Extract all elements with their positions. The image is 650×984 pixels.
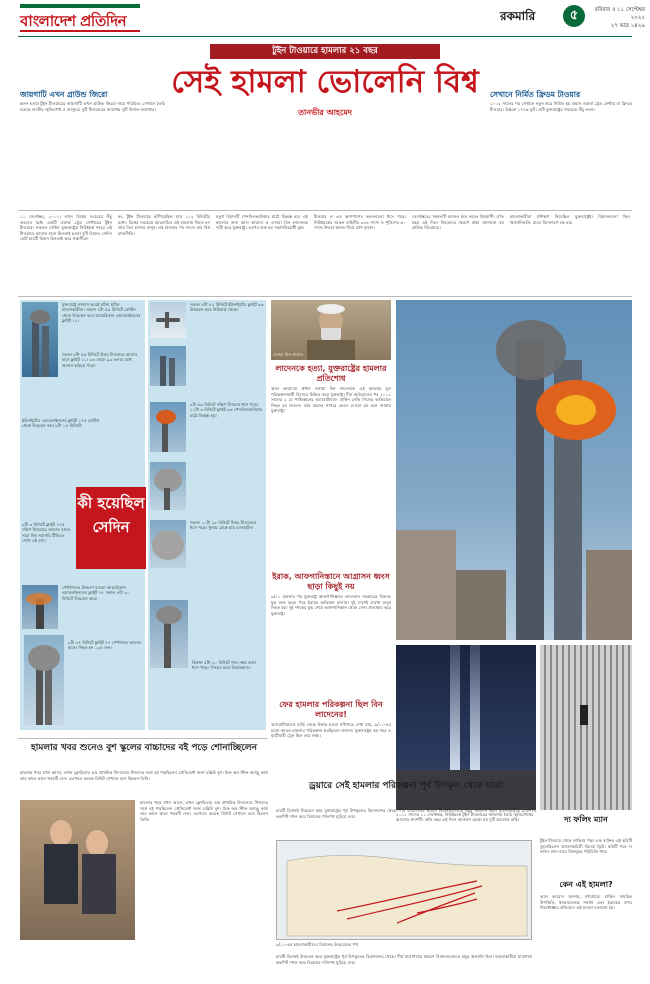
timeline-item-8: ৯টা ৫৯ মিনিটে দক্ষিণ টাওয়ার ধসে পড়ে। ১০টা ৩ মিনিটে ফ্লাইট ৯৩ পেনসিলভানিয়ার মাঠে বিধ্বস্ত হয়।	[190, 402, 263, 418]
left-head: জায়গাটি এখন গ্রাউন্ড জিরো	[20, 90, 108, 99]
iraq-head: ইরাক, আফগানিস্তানে আগ্রাসন ধ্বংস ছাড়া কিছুই নয়	[272, 572, 390, 591]
intro-col6: হামলাকারীরা প্রশিক্ষণ নিয়েছিল যুক্তরাষ্ট্রেই। বিমানগুলো ছিল জ্বালানিভর্তি, যাতে বিস্ফোরণ বড় হয়।	[510, 214, 630, 225]
intro-col3: চতুর্থ বিমানটি পেনসিলভানিয়ার মাঠে বিধ্বস্ত হয়। এই হামলার জন্য আল কায়েদা ও ওসামা বিন লাদেনকে দায়ী করে যুক্তরাষ্ট্র। এরপর শুরু হয় সন্ত্রাসবিরোধী যুদ্ধ।	[216, 214, 308, 231]
intro-col2: নং, টুইন টাওয়ারে কাঁপিয়েছিল মাত্র ১০২ মিনিটের মধ্যে। বিশ্বের সবচেয়ে আলোচিত এই হামলায় নিহত হন প্রায় তিন হাজার মানুষ। এই হামলার পর বদলে যায় বিশ্ব রাজনীতি।	[118, 214, 210, 236]
dateline	[590, 6, 645, 30]
route-body-2: চারটি বিমানই উড্ডয়ন করে যুক্তরাষ্ট্রের পূর্ব উপকূলের বিমানবন্দর থেকে। দীর্ঘ যাত্রাপথের কারণে বিমানগুলোতে প্রচুর জ্বালানি ছিল। হামলাকারীরা মাঝপথে ককপিট দখল করে বিমানের গতিপথ ঘুরিয়ে দেয়।	[276, 954, 532, 965]
logo-text: বাংলাদেশ প্রতিদিন	[20, 12, 127, 30]
intro-col4: টাওয়ার ও এর আশপাশের ভবনগুলো ধসে পড়ে। নিউইয়র্কের দমকল বাহিনীর ৩৪৩ সদস্য ও পুলিশের ৬০ সদস্য উদ্ধার কাজে গিয়ে প্রাণ হারান।	[314, 214, 406, 231]
headline: সেই হামলা ভোলেনি বিশ্ব	[171, 64, 479, 100]
logo-underline	[20, 30, 140, 32]
timeline-item-7: সকাল ৮টা ৪২ মিনিটে ইউনাইটেড ফ্লাইট ৯৩ উড্ডয়ন করে নিউয়ার্ক থেকে।	[190, 302, 264, 313]
plane-tower-photo	[22, 585, 58, 629]
falling-man-head: দ্য ফলিং ম্যান	[564, 815, 608, 824]
kicker: টুইন টাওয়ারে হামলার ২১ বছর	[210, 44, 440, 59]
masthead-rule	[18, 36, 632, 37]
byline: তানভীর আহমেদ	[298, 108, 352, 117]
bush-head: হামলার খবর শুনেও বুশ স্কুলের বাচ্চাদের বই পড়ে শোনাচ্ছিলেন	[31, 743, 257, 753]
explosion-photo	[396, 300, 632, 640]
route-map-svg	[277, 841, 532, 940]
map-caption: ৯/১১-এর হামলাকারীদের বিমানের উড্ডয়নের পথ	[276, 942, 359, 947]
right-head: সেখানে নির্মিত ফ্রিডম টাওয়ার	[490, 90, 581, 99]
laden-head: লাদেনকে হত্যা, যুক্তরাষ্ট্রের হামলার প্রতিশোধ	[275, 364, 387, 383]
route-head: ড্রয়ারে সেই হামলার পরিকল্পনা পূর্ব উপকূল থেকে যাত্রা	[309, 781, 503, 791]
timeline-item-6: ৯টা ৩৭ মিনিটে ফ্লাইট ৭৭ পেন্টাগনে আঘাত হানে। নিহত হন ১২৫ জন।	[68, 640, 142, 651]
timeline-item-2: সকাল ৮টা ৪৬ মিনিটে উত্তর টাওয়ারে আঘাত হানে ফ্লাইট ১১। ৯৩ থেকে ৯৯ তলার মধ্যে আগুন ছড়িয়ে পড়ে।	[62, 352, 138, 368]
tower-photo-3	[150, 600, 188, 668]
intro-col5: সেপ্টেম্বরের সকালটি আজও মনে করেন বিশ্ববাসী। প্রতি বছর এই দিনে নিহতদের স্মরণে শ্রদ্ধা জানানো হয় গ্রাউন্ড জিরোতে।	[412, 214, 504, 231]
plane-photo	[150, 302, 186, 338]
left-col-text: ধ্বংস হওয়া টুইন টাওয়ারের জায়গাটি এখন গ্রাউন্ড জিরো নামে পরিচিত। সেখানে তৈরি হয়েছে জাতীয় স্মৃতিসৌধ ও জাদুঘর। দুটি টাওয়ারের জায়গায় দুটি বিশাল জলাধার।	[20, 101, 165, 112]
bush-rule	[18, 738, 268, 739]
plan-body: অ্যাবোটাবাদের বাড়ি থেকে উদ্ধার হওয়া নথিপত্রে দেখা যায়, ৯/১১-এর মতো আরও হামলার পরিকল্পনা করছিলেন লাদেন। যুক্তরাষ্ট্রের বড় শহর ও যাত্রীবাহী ট্রেন ছিল তার লক্ষ্য।	[271, 722, 391, 739]
timeline-item-9: সকাল ১০টা ২৮ মিনিটে উত্তর টাওয়ারও ধসে পড়ে। ধুলায় ঢেকে যায় ম্যানহাটন।	[190, 520, 257, 531]
tower-dust-photo	[150, 520, 186, 568]
towers-photo-small	[22, 302, 58, 377]
date-line2: ২৭ ভাদ্র ১৪২৯	[610, 23, 645, 29]
masthead-logo	[20, 4, 140, 34]
bush-body-2: হামলার খবর যখন আসে, তখন ফ্লোরিডার এক প্রাথমিক বিদ্যালয়ে শিশুদের সঙ্গে বই পড়ছিলেন প্রেসিডেন্ট জর্জ ডব্লিউ বুশ। চিফ অব স্টাফ অ্যান্ড্রু কার্ড তার কানে কানে খবরটি দেন। এরপরও কয়েক মিনিট সেখানে বসে ছিলেন তিনি।	[140, 800, 268, 822]
osama-caption: ওসামা বিন লাদেন	[273, 352, 304, 357]
iraq-body: ৯/১১ হামলার পর যুক্তরাষ্ট্র আফগানিস্তানে তালেবান সরকারের বিরুদ্ধে যুদ্ধ শুরু করে। পরে ইরাকে অভিযান চালায়। দুই দেশেই লাখো মানুষ নিহত হয়। দুই দশকের যুদ্ধ শেষে আফগানিস্তান থেকে সেনা প্রত্যাহার করে যুক্তরাষ্ট্র।	[271, 594, 391, 616]
tower-smoke-photo	[24, 635, 64, 725]
timeline-item-10: বিকাল ৫টা ২০ মিনিটে সাত নম্বর ভবন ধসে পড়ে। দিনভর চলে উদ্ধারকাজ।	[192, 660, 256, 671]
tower-photo-2	[150, 346, 186, 386]
flight-route-map	[276, 840, 532, 940]
intro-bottom-rule	[18, 296, 632, 297]
page-number: ৫	[563, 5, 585, 27]
logo-stripe	[20, 4, 140, 8]
date-line1: রবিবার ॥ ১১ সেপ্টেম্বর ২০২২	[594, 7, 645, 21]
bush-photo	[20, 800, 135, 940]
timeline-item-1: যুক্তরাষ্ট্রে বসবাস করেই ঘটনা ঘটান হামলাকারীরা। সকাল ৭টা ৫৯ মিনিটে বোস্টন থেকে উড্ডয়ন করে আমেরিকান এয়ারলাইনসের ফ্লাইট ১১।	[62, 302, 141, 324]
what-happened-box: কী হয়েছিল সেদিন	[76, 487, 146, 569]
section-name: রকমারি	[500, 9, 536, 23]
osama-photo	[271, 300, 391, 360]
intro-col1: ১১ সেপ্টেম্বর, ২০০১। তখন বিশ্বের সবচেয়ে উঁচু ভবনের মধ্যে একটি ওয়ার্ল্ড ট্রেড সেন্টারের টুইন টাওয়ার। সকালে মার্কিন যুক্তরাষ্ট্রের নিউইয়র্ক শহরে এই টাওয়ারে আঘাত হানে ছিনতাই হওয়া দুটি বিমান। সেদিন মোট চারটি বিমান ছিনতাই করে সন্ত্রাসীরা।	[20, 214, 112, 242]
bush-body: হামলার খবর যখন আসে, তখন ফ্লোরিডার এক প্রাথমিক বিদ্যালয়ে শিশুদের সঙ্গে বই পড়ছিলেন প্রেসিডেন্ট জর্জ ডব্লিউ বুশ। চিফ অব স্টাফ অ্যান্ড্রু কার্ড তার কানে কানে খবরটি দেন। এরপরও কয়েক মিনিট সেখানে বসে ছিলেন তিনি।	[20, 770, 268, 781]
why-head: কেন এই হামলা?	[559, 880, 613, 889]
timeline-item-4: ৯টা ৩ মিনিটে ফ্লাইট ১৭৫ দক্ষিণ টাওয়ারে আঘাত হানে। সারা বিশ্ব সরাসরি টিভিতে দেখে এই দৃশ্য।	[22, 522, 71, 544]
right-col-text: ২০০২ সালের পর সেখানে নতুন করে নির্মিত হয় ওয়ান ওয়ার্ল্ড ট্রেড সেন্টার বা ফ্রিডম টাওয়ার। উচ্চতা ১৭৭৬ ফুট। এটি যুক্তরাষ্ট্রের সবচেয়ে উঁচু ভবন।	[490, 101, 632, 112]
route-body: চারটি বিমানই উড্ডয়ন করে যুক্তরাষ্ট্রের পূর্ব উপকূলের বিমানবন্দর থেকে। দীর্ঘ যাত্রাপথের কারণে বিমানগুলোতে প্রচুর জ্বালানি ছিল। হামলাকারীরা মাঝপথে ককপিট দখল করে বিমানের গতিপথ ঘুরিয়ে দেয়।	[276, 808, 536, 819]
timeline-item-5: পেন্টাগনের উদ্দেশে যাওয়া আমেরিকান এয়ারলাইনসের ফ্লাইট ৭৭ সকাল ৮টা ২০ মিনিটে উড্ডয়ন করে।	[62, 585, 130, 601]
tower-fire-photo	[150, 402, 186, 452]
timeline-item-3: ইউনাইটেড এয়ারলাইনসের ফ্লাইট ১৭৫ বোস্টন থেকে উড্ডয়ন করে ৮টা ১৪ মিনিটে।	[22, 418, 100, 429]
laden-body: আল কায়েদার প্রধান ওসামা বিন লাদেনকে এই হামলার মূল পরিকল্পনাকারী হিসেবে চিহ্নিত করে যুক্তরাষ্ট্র। দীর্ঘ অভিযানের পর ২০১১ সালের ২ মে পাকিস্তানের অ্যাবোটাবাদে মার্কিন নেভি সিলের অভিযানে নিহত হন লাদেন। তার মরদেহ সাগরে ফেলে দেওয়া হয় বলে জানায় যুক্তরাষ্ট্র।	[271, 386, 391, 414]
memorial-caption: ২০১১ সালের ১১ সেপ্টেম্বর, নিউইয়র্কে টুইন টাওয়ারের জায়গায় তৈরি স্মৃতিসৌধের আলোর প্রদর্শনী। প্রতি বছর এই দিনে আকাশে ছোড়া হয় দুটি আলোর রশ্মি।	[396, 812, 534, 823]
tower-collapse-photo	[150, 462, 186, 510]
plan-head: ফের হামলার পরিকল্পনা ছিল বিন লাদেনের!	[279, 700, 383, 719]
intro-rule	[18, 210, 632, 211]
why-body: আল কায়েদা জানায়, মধ্যপ্রাচ্যে মার্কিন সামরিক উপস্থিতি, ইসরায়েলকে সমর্থন এবং ইরাকের ওপর নিষেধাজ্ঞার প্রতিবাদে এই হামলা চালানো হয়।	[540, 894, 632, 911]
falling-man-photo	[540, 645, 632, 810]
falling-man-body: টুইন টাওয়ার থেকে লাফিয়ে পড়া এক ব্যক্তির এই ছবিটি তুলেছিলেন আলোকচিত্রী রিচার্ড ড্রিউ। ছবিটি পরে দ্য ফলিং ম্যান নামে বিশ্বজুড়ে পরিচিতি পায়।	[540, 838, 632, 855]
